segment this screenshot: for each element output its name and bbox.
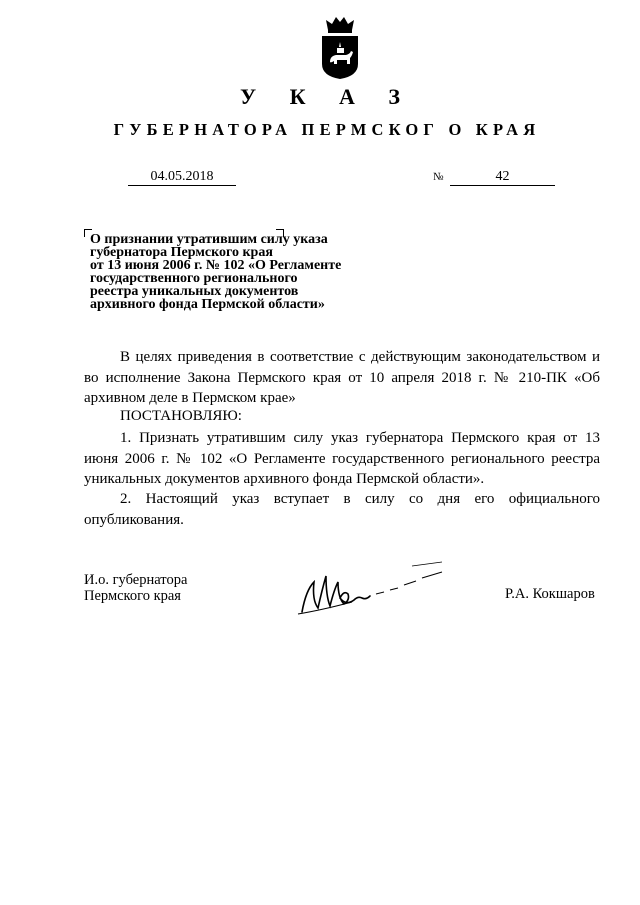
- item-1-text: 1. Признать утратившим силу указ губернатора Пермского края от 13 июня 2006 г. № 102 «О Регламенте государственного регионального реестра уникальных документов архивного фонда Пермской области».: [84, 430, 600, 487]
- signer-title-line: Пермского края: [84, 588, 181, 604]
- subject-line: реестра уникальных документов: [90, 284, 299, 299]
- document-date: 04.05.2018: [128, 168, 236, 186]
- subject-line: губернатора Пермского края: [90, 245, 273, 260]
- item-2-paragraph: [84, 489, 600, 530]
- item-1-paragraph: [84, 428, 600, 490]
- subject-line: от 13 июня 2006 г. № 102 «О Регламенте: [90, 258, 342, 273]
- subject-line: государственного регионального: [90, 271, 298, 286]
- intro-text: В целях приведения в соответствие с действующим законодательством и во исполнение Закона Пермского края от 10 апреля 2018 г. № 210-ПК «Об архивном деле в Пермском крае»: [84, 349, 600, 406]
- document-title: У К А З: [239, 84, 415, 109]
- document-subject: [90, 233, 410, 311]
- decree-word: ПОСТАНОВЛЯЮ:: [120, 408, 242, 424]
- handwritten-signature: [292, 560, 452, 620]
- document-number: 42: [450, 168, 555, 186]
- signer-title: [84, 572, 187, 604]
- signer-name: Р.А. Кокшаров: [505, 586, 595, 602]
- subject-line: О признании утратившим силу указа: [90, 232, 328, 247]
- coat-of-arms-icon: [320, 14, 360, 80]
- number-sign: №: [433, 171, 444, 183]
- item-2-text: 2. Настоящий указ вступает в силу со дня его официального опубликования.: [84, 491, 600, 528]
- intro-paragraph: [84, 347, 600, 409]
- signer-title-line: И.о. губернатора: [84, 572, 188, 588]
- subject-line: архивного фонда Пермской области»: [90, 297, 325, 312]
- document-subtitle: ГУБЕРНАТОРА ПЕРМСКОГ О КРАЯ: [113, 120, 541, 139]
